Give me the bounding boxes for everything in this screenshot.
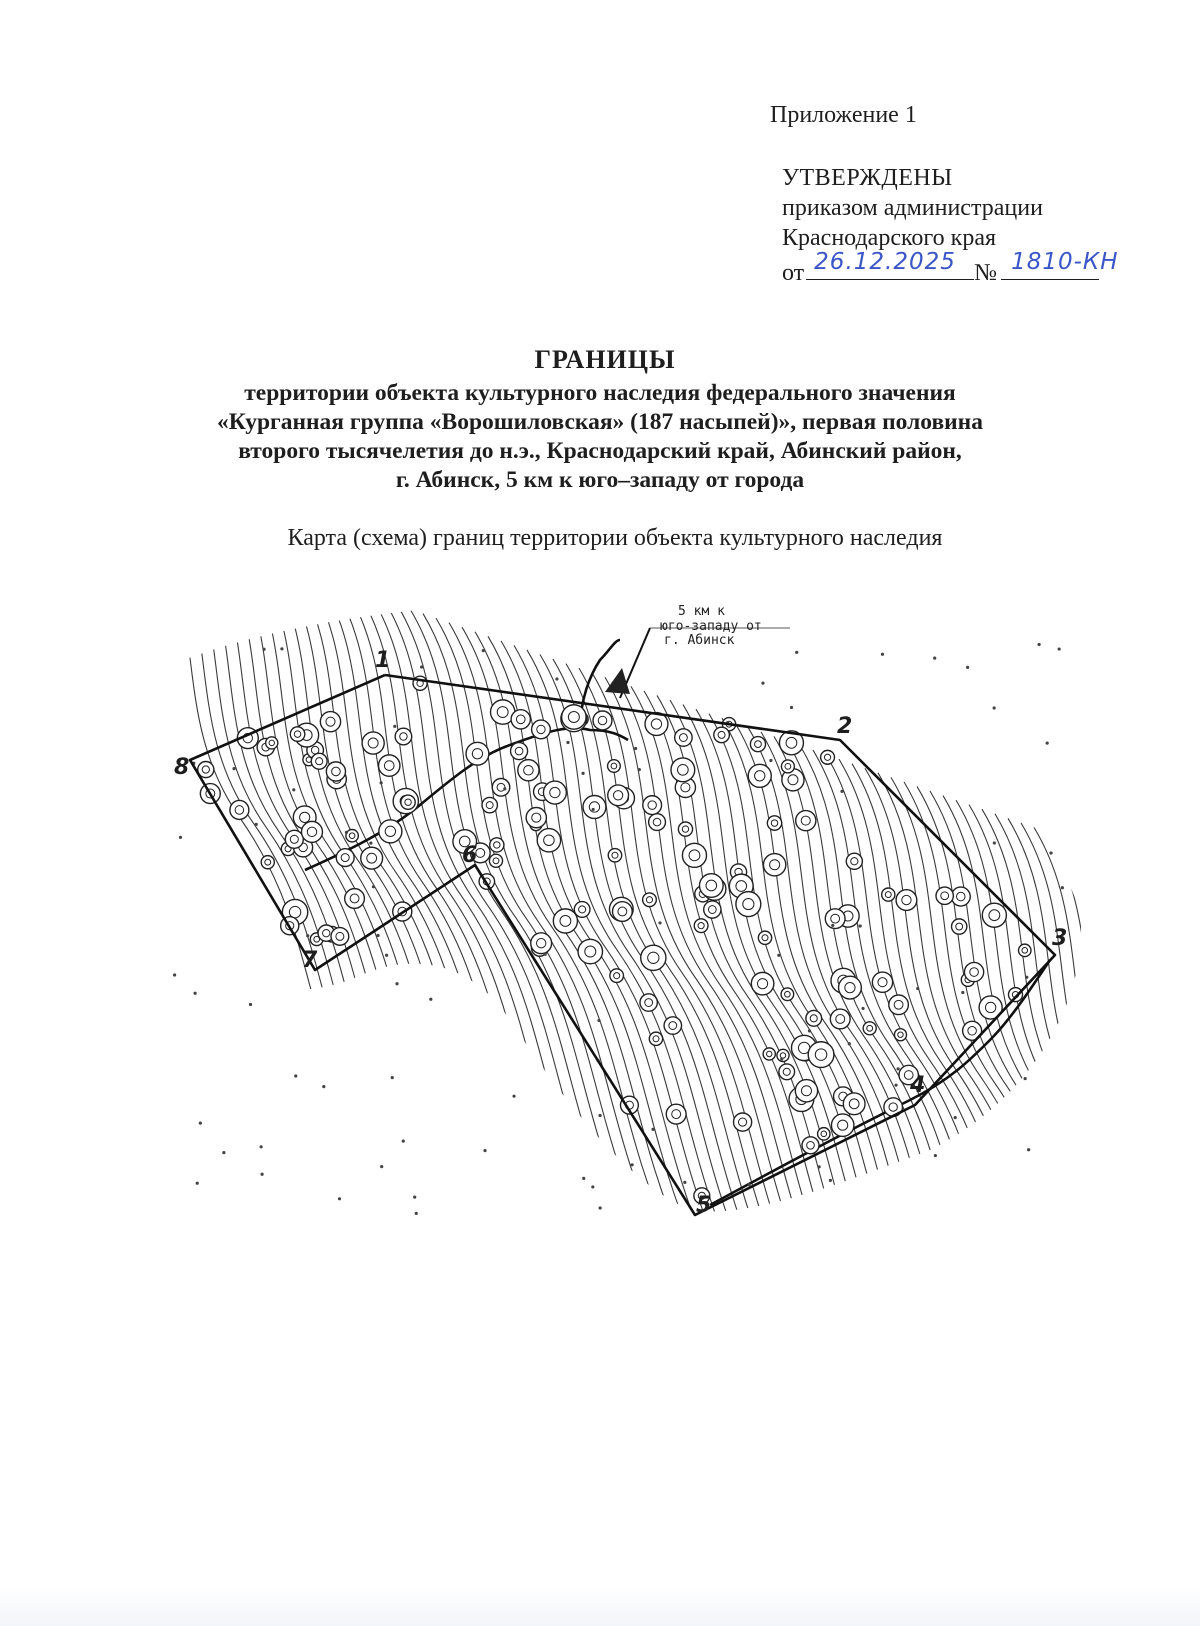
survey-dot — [598, 1114, 601, 1117]
survey-dot — [581, 772, 584, 775]
survey-dot — [179, 836, 182, 839]
mound-marker — [767, 816, 781, 830]
approval-line-2: Краснодарского края — [782, 225, 997, 251]
survey-dot — [808, 1029, 811, 1032]
survey-dot — [415, 1212, 418, 1215]
mound-marker — [401, 795, 415, 809]
survey-dot — [848, 1042, 851, 1045]
survey-dot — [345, 831, 348, 834]
mound-marker — [290, 727, 305, 742]
survey-dot — [395, 982, 398, 985]
survey-dot — [829, 1179, 832, 1182]
mound-marker — [802, 1137, 819, 1154]
mound-marker — [649, 1032, 662, 1045]
mound-marker — [830, 1009, 850, 1029]
mound-marker — [266, 737, 278, 749]
approval-block — [762, 100, 1119, 288]
survey-dot — [790, 706, 793, 709]
mound-marker — [537, 829, 560, 852]
mound-marker — [482, 797, 497, 812]
mound-marker — [808, 1042, 834, 1068]
mound-marker — [543, 781, 566, 804]
title-line-2: «Курганная группа «Ворошиловская» (187 насыпей)», первая половина — [217, 409, 983, 435]
map-note-line-2: юго-западу от — [660, 619, 762, 634]
contour-line — [917, 786, 1100, 1240]
mound-marker — [466, 742, 489, 765]
point-3-label: 3 — [1052, 926, 1068, 951]
mound-marker — [331, 928, 349, 946]
mound-marker — [641, 945, 666, 970]
mound-marker — [882, 888, 895, 901]
point-8-label: 8 — [174, 755, 190, 780]
mound-marker — [821, 750, 835, 764]
survey-dot — [199, 1122, 202, 1125]
survey-dot — [413, 1196, 416, 1199]
mound-marker — [831, 1114, 853, 1136]
mound-marker — [640, 994, 657, 1011]
contour-line — [787, 741, 997, 1240]
contour-line — [1034, 827, 1100, 1240]
survey-dot — [631, 1163, 634, 1166]
mound-marker — [362, 732, 384, 754]
point-1-label: 1 — [375, 648, 391, 673]
survey-dot — [683, 1181, 686, 1184]
contour-line — [267, 580, 477, 1179]
mound-marker — [643, 893, 657, 907]
survey-dot — [651, 1128, 654, 1131]
mound-marker — [643, 796, 662, 815]
mound-marker — [751, 972, 774, 995]
survey-dot — [232, 767, 235, 770]
survey-dot — [1061, 886, 1064, 889]
point-6-label: 6 — [462, 843, 478, 868]
order-reference — [782, 249, 1119, 288]
survey-dot — [634, 747, 637, 750]
survey-dot — [260, 1173, 263, 1176]
mound-marker — [872, 972, 892, 992]
mound-marker — [346, 829, 358, 841]
mound-marker — [982, 903, 1006, 927]
mound-marker — [608, 785, 629, 806]
mound-marker — [379, 820, 402, 843]
survey-dot — [894, 1084, 897, 1087]
mound-marker — [675, 729, 692, 746]
survey-dot — [402, 1140, 405, 1143]
survey-dot — [196, 1182, 199, 1185]
mound-marker — [518, 760, 539, 781]
mound-marker — [951, 887, 970, 906]
mound-marker — [526, 807, 546, 827]
survey-dot — [954, 1116, 957, 1119]
survey-dot — [1049, 851, 1052, 854]
approved-label: УТВЕРЖДЕНЫ — [782, 165, 953, 191]
mound-marker — [345, 889, 365, 909]
mound-marker — [704, 901, 721, 918]
survey-dot — [916, 987, 919, 990]
survey-dot — [385, 954, 388, 957]
mound-marker — [1009, 988, 1023, 1002]
mound-marker — [936, 887, 953, 904]
mound-marker — [379, 755, 400, 776]
title-line-1: территории объекта культурного наследия федерального значения — [244, 380, 956, 406]
mound-marker — [748, 764, 771, 787]
mound-marker — [781, 988, 794, 1001]
survey-dot — [1038, 643, 1041, 646]
mound-marker — [532, 720, 551, 739]
survey-dot — [338, 1197, 341, 1200]
approval-line-1: приказом администрации — [782, 195, 1043, 221]
contour-line — [982, 809, 1100, 1240]
mound-marker — [795, 1080, 817, 1102]
mound-marker — [492, 779, 510, 797]
number-label: № — [974, 260, 998, 286]
mound-marker — [511, 710, 530, 729]
contour-line — [254, 580, 464, 1174]
mound-marker — [694, 919, 708, 933]
handwritten-date: 26.12.2025 — [814, 249, 956, 275]
survey-dot — [1025, 976, 1028, 979]
survey-dot — [194, 992, 197, 995]
survey-dot — [897, 1067, 900, 1070]
survey-dot — [482, 649, 485, 652]
survey-dot — [582, 1177, 585, 1180]
survey-dot — [592, 808, 595, 811]
mound-marker — [671, 758, 695, 782]
mound-marker — [699, 874, 723, 898]
contour-line — [995, 814, 1100, 1240]
survey-dot — [598, 1206, 601, 1209]
survey-dot — [780, 1057, 783, 1060]
mound-marker — [678, 822, 692, 836]
contour-line — [1047, 832, 1100, 1240]
mound-marker — [562, 705, 586, 729]
point-4-label: 4 — [910, 1073, 926, 1098]
handwritten-number: 1810-КН — [1011, 249, 1119, 275]
mound-marker — [531, 933, 552, 954]
survey-dot — [322, 1085, 325, 1088]
point-5-label: 5 — [696, 1193, 712, 1218]
from-label: от — [782, 260, 805, 286]
survey-dot — [934, 1154, 937, 1157]
survey-dot — [769, 759, 772, 762]
survey-dot — [840, 790, 843, 793]
mound-marker — [818, 1128, 830, 1140]
survey-dot — [638, 768, 641, 771]
survey-dot — [429, 998, 432, 1001]
survey-dot — [372, 885, 375, 888]
number-field — [1001, 249, 1119, 280]
mound-marker — [666, 1104, 686, 1124]
survey-dot — [748, 1183, 751, 1186]
survey-dot — [831, 924, 834, 927]
title-line-4: г. Абинск, 5 км к юго–западу от города — [395, 467, 805, 493]
survey-dot — [961, 991, 964, 994]
title-block — [0, 345, 1200, 552]
contour-line — [930, 791, 1100, 1240]
mound-marker — [395, 728, 412, 745]
survey-dot — [818, 1165, 821, 1168]
survey-dot — [555, 677, 558, 680]
survey-dot — [544, 953, 547, 956]
map-note-line-1: 5 км к — [678, 604, 725, 619]
mound-marker — [758, 931, 771, 944]
mound-marker — [781, 760, 794, 773]
survey-dot — [591, 1185, 594, 1188]
survey-dot — [933, 656, 936, 659]
survey-dot — [503, 787, 506, 790]
survey-dot — [391, 1076, 394, 1079]
mound-marker — [779, 1064, 795, 1080]
boundary-map — [150, 580, 1100, 1240]
survey-dot — [795, 651, 798, 654]
survey-dot — [859, 924, 862, 927]
mound-marker — [230, 800, 249, 819]
mound-marker — [846, 853, 862, 869]
contour-line — [943, 796, 1100, 1240]
scan-edge-shade — [0, 1586, 1200, 1626]
title-line-3: второго тысячелетия до н.э., Краснодарский край, Абинский район, — [238, 438, 962, 464]
burial-mounds — [173, 643, 1064, 1215]
survey-dot — [255, 823, 258, 826]
date-field — [806, 249, 974, 280]
mound-marker — [610, 969, 624, 983]
mound-marker — [664, 1017, 681, 1034]
mound-marker — [1019, 944, 1031, 956]
mound-marker — [285, 830, 303, 848]
mound-marker — [301, 821, 322, 842]
mound-marker — [489, 854, 502, 867]
mound-marker — [896, 890, 917, 911]
survey-dot — [1024, 1077, 1027, 1080]
mound-marker — [734, 1113, 752, 1131]
survey-dot — [376, 934, 379, 937]
survey-dot — [761, 682, 764, 685]
mound-marker — [796, 811, 816, 831]
survey-dot — [249, 1003, 252, 1006]
survey-dot — [861, 1007, 864, 1010]
mound-marker — [574, 902, 590, 918]
survey-dot — [306, 934, 309, 937]
mound-marker — [578, 939, 602, 963]
mound-marker — [490, 838, 504, 852]
page-title: ГРАНИЦЫ — [534, 345, 676, 374]
survey-dot — [393, 725, 396, 728]
annex-label: Приложение 1 — [770, 102, 917, 128]
mound-marker — [320, 712, 340, 732]
mound-marker — [511, 743, 528, 760]
survey-dot — [294, 1074, 297, 1077]
mound-marker — [889, 995, 909, 1015]
mound-marker — [261, 856, 274, 869]
survey-dot — [222, 1151, 225, 1154]
mound-marker — [649, 814, 666, 831]
mound-marker — [714, 727, 730, 743]
survey-dot — [966, 666, 969, 669]
survey-dot — [380, 1165, 383, 1168]
contour-line — [969, 805, 1100, 1240]
survey-dot — [1046, 741, 1049, 744]
survey-dot — [993, 706, 996, 709]
map-note-line-3: г. Абинск — [664, 633, 735, 648]
mound-marker — [806, 1010, 822, 1026]
mound-marker — [311, 753, 327, 769]
contour-line — [800, 746, 1010, 1241]
mound-marker — [553, 909, 577, 933]
mound-marker — [843, 1093, 865, 1115]
mound-marker — [361, 847, 383, 869]
mound-marker — [763, 1048, 775, 1060]
survey-dot — [280, 647, 283, 650]
contour-line — [1008, 818, 1100, 1240]
mound-marker — [682, 843, 706, 867]
survey-dot — [566, 741, 569, 744]
survey-dot — [262, 648, 265, 651]
survey-dot — [597, 1019, 600, 1022]
point-2-label: 2 — [837, 714, 853, 739]
mound-marker — [750, 737, 765, 752]
mound-marker — [608, 849, 621, 862]
mound-marker — [825, 909, 845, 929]
survey-dot — [173, 973, 176, 976]
survey-dot — [658, 921, 661, 924]
mound-marker — [736, 892, 761, 917]
point-7-label: 7 — [302, 948, 318, 973]
contour-line — [527, 650, 737, 1240]
contour-line — [1021, 823, 1100, 1240]
mound-marker — [763, 854, 785, 876]
mound-marker — [952, 919, 967, 934]
survey-dot — [369, 842, 372, 845]
survey-dot — [380, 781, 383, 784]
survey-dot — [512, 1095, 515, 1098]
mound-marker — [839, 976, 862, 999]
mound-marker — [326, 762, 345, 781]
contour-line — [215, 580, 425, 1161]
mound-marker — [863, 1022, 876, 1035]
mound-marker — [613, 902, 633, 922]
survey-dot — [420, 665, 423, 668]
survey-dot — [881, 653, 884, 656]
map-subtitle: Карта (схема) границ территории объекта культурного наследия — [287, 525, 943, 551]
survey-dot — [1027, 1148, 1030, 1151]
contour-line — [956, 800, 1100, 1240]
mound-marker — [336, 849, 354, 867]
survey-dot — [993, 841, 996, 844]
survey-dot — [260, 1145, 263, 1148]
mound-marker — [593, 711, 612, 730]
survey-dot — [777, 954, 780, 957]
mound-marker — [894, 1029, 906, 1041]
mound-marker — [608, 760, 621, 773]
mound-marker — [964, 962, 983, 981]
mound-marker — [583, 796, 606, 819]
south-east-road — [710, 960, 1050, 1205]
survey-dot — [1058, 647, 1061, 650]
survey-dot — [292, 788, 295, 791]
contour-line — [176, 580, 386, 1147]
survey-dot — [483, 1149, 486, 1152]
